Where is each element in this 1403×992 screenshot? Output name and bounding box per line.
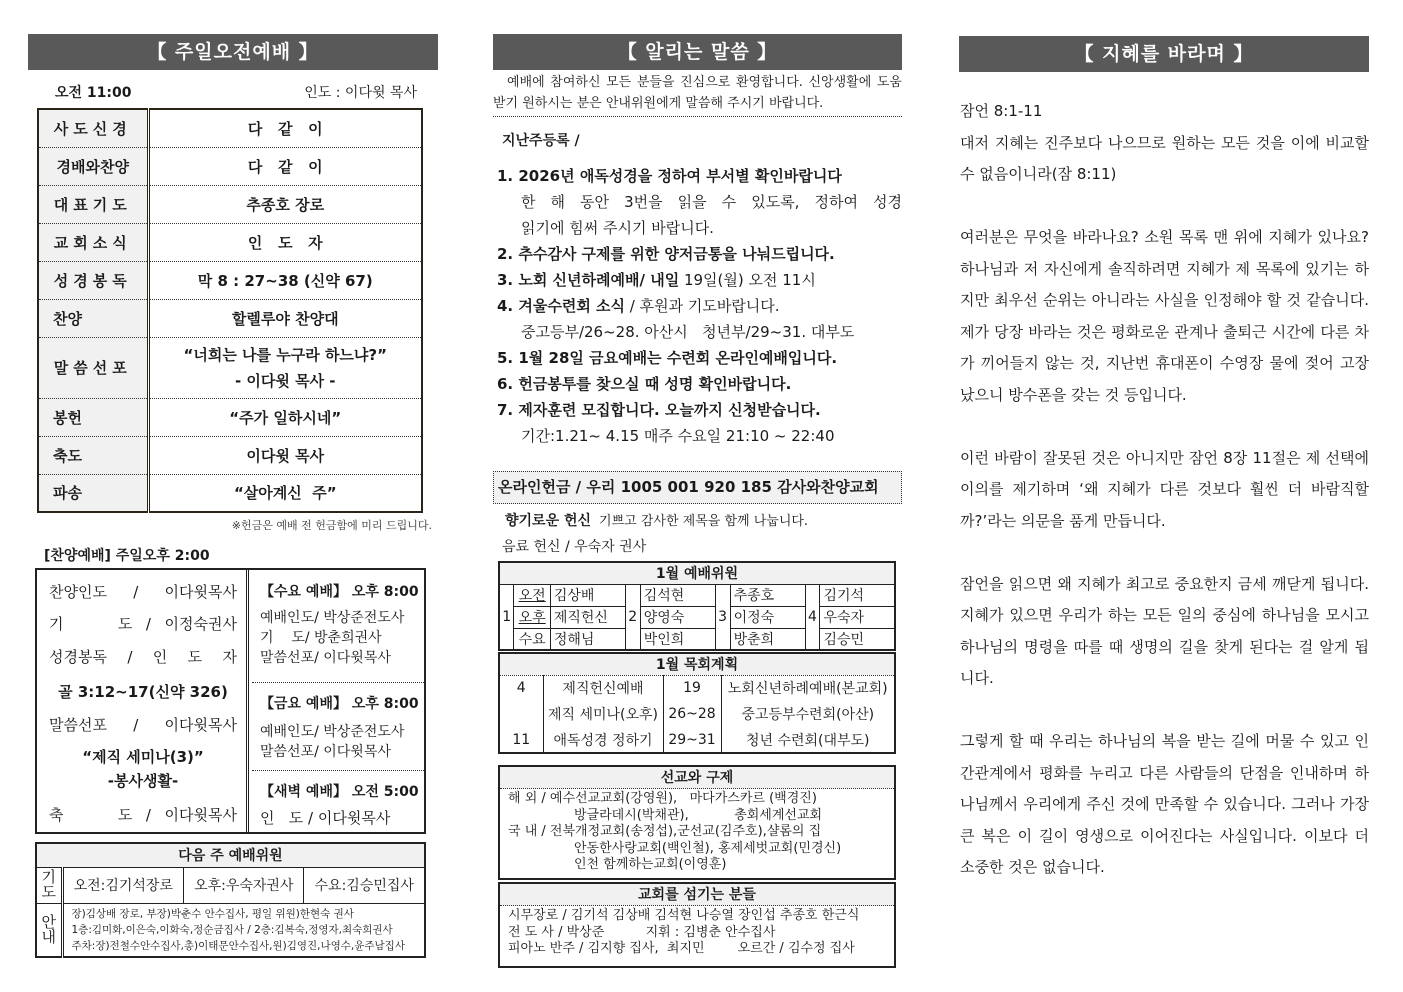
service-time: 오전 11:00 [55,85,132,101]
essay-paragraph: 여러분은 무엇을 바라나요? 소원 목록 맨 위에 지혜가 있나요? 하나님과 저 자신에게 솔직하려면 지혜가 제 목록에 있기는 하지만 최우선 순위는 아니라는 사실을 인정해야 할 것 같습니다. 제가 당장 바라는 것은 평화로운 관계나 출퇴근 시간에 다른 차가 끼어들지 않는 것, 지난번 휴대폰이 수영장 물에 젖어 고장났으니 방수폰을 갖는 것 등입니다. [960,228,1369,404]
prayer-afternoon: 오후:우숙자권사 [184,867,304,903]
service-kind: 수요 [514,628,550,650]
mission-line: 인천 함께하는교회(이영훈) [574,857,727,872]
online-offering-account: 온라인헌금 / 우리 1005 001 920 185 감사와찬양교회 [493,471,902,504]
announcement-headline: 1. 2026년 애독성경을 정하여 부서별 확인바랍니다 [497,167,842,185]
servants-list [500,906,894,960]
member-name: 정해님 [550,628,625,650]
order-row [38,109,422,147]
order-label: 대표기도 [38,185,148,223]
announcement-detail: 기간:1.21~ 4.15 매주 수요일 21:10 ~ 22:40 [521,427,835,445]
announcement-item [497,371,902,397]
january-members-header [499,562,895,584]
announcement-headline: 2. 추수감사 구제를 위한 양저금통을 나눠드립니다. [497,245,835,263]
wednesday-title: 【수요 예배】 오후 8:00 [260,584,419,600]
member-name: 제직헌신 [550,606,625,628]
prayer-morning: 오전:김기석장로 [62,867,184,903]
order-value [148,337,422,398]
member-name: 박인희 [640,628,715,650]
announcement-item [497,293,902,319]
order-label: 찬양 [38,299,148,337]
afternoon-row: 말씀선포 / 이다윗목사 [49,716,237,734]
announcements-title: 【 알리는 말씀 】 [493,34,902,70]
scripture-reference: 잠언 8:1-11 [960,102,1043,120]
order-row [38,261,422,299]
servants-title: 교회를 섬기는 분들 [500,884,894,906]
order-value: “살아계신 주” [233,484,337,503]
announcement-headline: 7. 제자훈련 모집합니다. 오늘까지 신청받습니다. [497,401,821,419]
order-value: “주가 일하시네” [148,398,422,436]
january-members-table [498,561,896,651]
afternoon-row: 기 도 / 이정숙권사 [49,615,237,633]
essay-paragraph: 잠언을 읽으면 왜 지혜가 최고로 중요한지 금세 깨닫게 됩니다. 지혜가 있으면 우리가 하는 모든 일의 중심에 하나님을 모시고 하나님의 명령을 따를 때 생명의 길을 찾게 된다는 걸 알게 됩니다. [960,574,1369,687]
member-name: 김승민 [820,628,895,650]
essay-paragraph: 이런 바람이 잘못된 것은 아니지만 잠언 8장 11절은 제 선택에 이의를 제기하며 ‘왜 지혜가 다른 것보다 훨씬 더 바람직할까?’라는 의문을 품게 만듭니다. [960,448,1369,530]
guide-line: 주차:장)전철수안수집사,총)이태문안수집사,원)김영진,나영수,윤주남집사 [71,939,405,952]
essay-paragraph: 그렇게 할 때 우리는 하나님의 복을 받는 길에 머물 수 있고 인간관계에서 평화를 누리고 다른 사람들의 단점을 인내하며 하나님께서 우리에게 주신 것에 만족할 수 있습니다. 그러나 가장 큰 복은 이 길이 영생으로 이어진다는 사실입니다. 이보다 더 소중한 것은 없습니다. [960,732,1369,876]
dawn-service [252,770,424,832]
order-value: 이다윗 목사 [148,436,422,474]
friday-title: 【금요 예배】 오후 8:00 [260,696,419,712]
order-row [38,398,422,436]
mission-line: 국 내 / 전북개정교회(송정섭),군선교(김주호),샬롬의 집 [508,824,822,839]
announcement-item [497,345,902,371]
plan-date [499,701,543,727]
welcome-message: 예배에 참여하신 모든 분들을 진심으로 환영합니다. 신앙생활에 도움받기 원하시는 분은 안내위원에게 말씀해 주시기 바랍니다. [493,72,902,117]
plan-event: 제직헌신예배 [543,675,663,701]
order-row [38,299,422,337]
afternoon-and-weekday-box [35,568,426,834]
announcement-item [497,397,902,423]
dawn-row: 인 도 / 이다윗목사 [260,809,391,827]
prayer-label: 기도 [36,867,62,903]
plan-row [499,675,895,701]
plan-event: 노회신년하례예배(본교회) [721,675,895,701]
devotional-essay [960,96,1369,884]
announcement-list [497,163,902,449]
order-value: 인 도 자 [148,223,422,261]
plan-date: 4 [516,680,526,697]
mission-box [498,765,896,880]
order-value: 할렐루야 찬양대 [148,299,422,337]
order-value: 막 8 : 27~38 (신약 67) [148,261,422,299]
prayer-row [36,867,425,903]
prayer-wednesday: 수요:김승민집사 [304,867,425,903]
week-number: 2 [628,608,638,625]
announcement-text: / 후원과 기도바랍니다. [625,297,780,315]
order-label: 봉헌 [38,398,148,436]
mission-list [500,789,894,876]
guide-line: 장)김상배 장로, 부장)박춘수 안수집사, 평일 위원)한현숙 권사 [71,907,354,920]
next-week-header-row [36,843,425,867]
members-row [499,584,895,606]
servants-line: 피아노 반주 / 김지향 집사, 최지민 오르간 / 김수정 집사 [508,941,855,956]
week-number: 4 [808,608,817,625]
january-plan-header [499,653,895,675]
member-name: 추종호 [730,584,805,606]
fragrant-offering [505,510,808,530]
weekday-services [252,570,424,832]
drink-offering: 음료 헌신 / 우숙자 권사 [502,539,647,555]
plan-date: 11 [512,731,531,748]
mission-line: 해 외 / 예수선교교회(강영원), 마다가스카르 (백경진) [508,791,817,806]
member-name: 방춘희 [730,628,805,650]
order-row [38,337,422,398]
friday-service [252,682,424,770]
week-number: 3 [718,608,728,625]
next-week-members-table [35,842,426,958]
afternoon-scripture: 골 3:12~17(신약 326) [58,683,228,701]
afternoon-service-title: [찬양예배] 주일오후 2:00 [44,548,210,564]
service-kind: 오전 [514,584,550,606]
service-leader: 인도 : 이다윗 목사 [304,85,417,101]
announcement-detail: 한 해 동안 3번을 읽을 수 있도록, 정하여 성경 [521,193,902,211]
fragrant-text: 기쁘고 감사한 제목을 함께 나눕니다. [599,514,809,529]
member-name: 김기석 [820,584,895,606]
announcement-detail: 읽기에 힘써 주시기 바랍니다. [521,219,714,237]
january-plan-table [498,652,896,754]
plan-row [499,701,895,727]
announcement-headline: 4. 겨울수련회 소식 [497,297,626,315]
announcement-headline: 5. 1월 28일 금요예배는 수련회 온라인예배입니다. [497,349,838,367]
announcement-item [497,163,902,189]
announcement-headline: 3. 노회 신년하례예배/ 내일 [497,271,680,289]
order-label: 사도신경 [38,109,148,147]
morning-service-title: 【 주일오전예배 】 [28,34,438,70]
wednesday-row: 말씀선포/ 이다윗목사 [260,650,391,666]
dawn-title: 【새벽 예배】 오전 5:00 [260,784,419,800]
servants-line: 전 도 사 / 박상준 지휘 : 김병춘 안수집사 [508,924,776,940]
guide-info [62,903,425,957]
worship-order-table [37,108,423,513]
plan-event: 제직 세미나(오후) [543,701,663,727]
mission-line: 방글라데시(박채관), 총회세계선교회 [574,807,823,823]
announcement-detail: 중고등부/26~28. 아산시 청년부/29~31. 대부도 [521,323,855,341]
announcement-text: 19일(월) 오전 11시 [679,271,816,289]
order-row [38,185,422,223]
order-value: 추종호 장로 [148,185,422,223]
guide-row [36,903,425,957]
order-value: 다 같 이 [148,147,422,185]
members-row [499,628,895,650]
afternoon-sermon-subtitle: -봉사생활- [107,772,179,790]
wednesday-row: 기 도/ 방춘희권사 [260,630,382,646]
wednesday-row: 예배인도/ 박상준전도사 [260,610,405,626]
order-value: 다 같 이 [148,109,422,147]
plan-event: 청년 수련회(대부도) [721,727,895,753]
afternoon-row: 축 도 / 이다윗목사 [49,806,237,824]
servants-box [498,882,896,968]
order-row [38,436,422,474]
sermon-title: “너희는 나를 누구라 하느냐?” [183,345,387,364]
plan-date: 19 [663,675,721,701]
order-row [38,474,422,512]
scripture-verse: 대저 지혜는 진주보다 나으므로 원하는 모든 것을 이에 비교할 수 없음이니라(잠 8:11) [960,133,1369,183]
order-label: 교회소식 [38,223,148,261]
next-week-title: 다음 주 예배위원 [36,843,425,867]
order-row [38,223,422,261]
wisdom-title: 【 지혜를 바라며 】 [959,36,1369,72]
mission-line: 안동한사랑교회(백인철), 홍제세벗교회(민경신) [574,840,842,856]
order-label: 성경봉독 [38,261,148,299]
member-name: 양영숙 [640,606,715,628]
plan-row [499,727,895,753]
offering-note: ※헌금은 예배 전 헌금함에 미리 드립니다. [231,519,432,532]
order-label: 파송 [38,474,148,512]
january-members-title: 1월 예배위원 [499,562,895,584]
announcement-item [497,241,902,267]
last-week-registration: 지난주등록 / [502,133,580,149]
afternoon-row: 찬양인도 / 이다윗목사 [49,583,237,601]
member-name: 김석현 [640,584,715,606]
servants-line: 시무장로 / 김기석 김상배 김석현 나승열 장인섭 추종호 한근식 [508,908,860,923]
service-kind: 오후 [514,606,550,628]
plan-event: 중고등부수련회(아산) [721,701,895,727]
afternoon-sermon-title: “제직 세미나(3)” [82,748,204,766]
sermon-preacher: - 이다윗 목사 - [234,371,336,390]
friday-row: 예배인도/ 박상준전도사 [260,724,405,740]
announcement-item [497,267,902,293]
announcement-headline: 6. 헌금봉투를 찾으실 때 성명 확인바랍니다. [497,375,792,393]
members-row [499,606,895,628]
friday-row: 말씀선포/ 이다윗목사 [260,744,391,760]
fragrant-title: 향기로운 헌신 [505,513,592,529]
member-name: 김상배 [550,584,625,606]
order-row [38,147,422,185]
afternoon-row: 성경봉독 / 인 도 자 [49,648,237,666]
order-label: 축도 [38,436,148,474]
january-plan-title: 1월 목회계획 [499,653,895,675]
order-label: 말씀선포 [38,337,148,398]
member-name: 우숙자 [820,606,895,628]
service-time-row [55,82,417,104]
guide-label: 안내 [36,903,62,957]
mission-title: 선교와 구제 [500,767,894,789]
member-name: 이정숙 [730,606,805,628]
week-number: 1 [502,608,512,625]
order-label: 경배와찬양 [38,147,148,185]
plan-event: 애독성경 정하기 [543,727,663,753]
wednesday-service [252,570,424,682]
plan-date: 26~28 [663,701,721,727]
guide-line: 1층:김미화,이은숙,이화숙,정순금집사 / 2층:김복숙,정영자,최숙희권사 [71,923,393,936]
plan-date: 29~31 [663,727,721,753]
afternoon-service-order [37,570,249,832]
